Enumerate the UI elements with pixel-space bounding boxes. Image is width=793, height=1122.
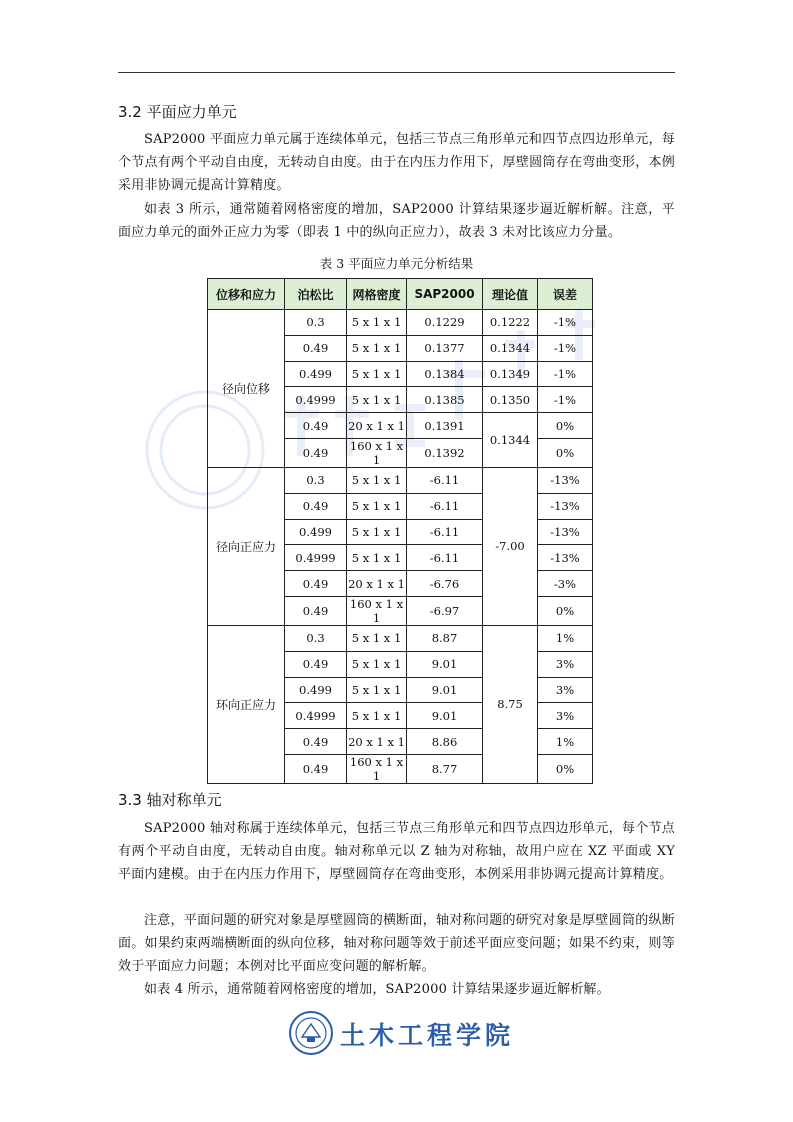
cell-sap: 0.1384 <box>407 361 483 387</box>
footer-logo <box>288 1008 515 1056</box>
cell-nu: 0.49 <box>285 413 347 439</box>
cell-err: -1% <box>538 387 593 413</box>
cell-sap: 9.01 <box>407 677 483 703</box>
cell-nu: 0.4999 <box>285 545 347 571</box>
cell-mesh: 5 x 1 x 1 <box>347 677 407 703</box>
group-label: 环向正应力 <box>208 625 285 783</box>
cell-nu: 0.49 <box>285 335 347 361</box>
cell-nu: 0.499 <box>285 519 347 545</box>
cell-nu: 0.4999 <box>285 703 347 729</box>
cell-sap: 0.1392 <box>407 438 483 467</box>
cell-mesh: 160 x 1 x 1 <box>347 438 407 467</box>
cell-sap: -6.11 <box>407 545 483 571</box>
cell-sap: 8.86 <box>407 729 483 755</box>
cell-nu: 0.49 <box>285 493 347 519</box>
cell-theory: 0.1222 <box>483 310 538 336</box>
paragraph: 如表 4 所示，通常随着网格密度的增加，SAP2000 计算结果逐步逼近解析解。 <box>144 982 610 997</box>
group-label: 径向位移 <box>208 310 285 468</box>
cell-theory-merged: 0.1344 <box>483 413 538 468</box>
cell-mesh: 5 x 1 x 1 <box>347 519 407 545</box>
cell-sap: -6.11 <box>407 467 483 493</box>
cell-mesh: 20 x 1 x 1 <box>347 729 407 755</box>
school-name: 土木工程学院 <box>340 1021 515 1050</box>
column-header: 位移和应力 <box>208 279 285 310</box>
cell-err: 0% <box>538 754 593 783</box>
table-row <box>208 467 593 493</box>
cell-sap: 0.1229 <box>407 310 483 336</box>
cell-mesh: 5 x 1 x 1 <box>347 387 407 413</box>
cell-sap: 0.1385 <box>407 387 483 413</box>
cell-theory: 0.1349 <box>483 361 538 387</box>
cell-sap: 8.77 <box>407 754 483 783</box>
cell-err: -1% <box>538 310 593 336</box>
cell-err: 0% <box>538 413 593 439</box>
cell-mesh: 20 x 1 x 1 <box>347 413 407 439</box>
cell-mesh: 5 x 1 x 1 <box>347 651 407 677</box>
cell-sap: -6.11 <box>407 493 483 519</box>
cell-mesh: 5 x 1 x 1 <box>347 467 407 493</box>
paragraph: SAP2000 轴对称属于连续体单元，包括三节点三角形单元和四节点四边形单元，每个节点有两个平动自由度，无转动自由度。轴对称单元以 Z 轴为对称轴，故用户应在 XZ 平面或 XY 平面内建模。由于在内压力作用下，厚壁圆筒存在弯曲变形，本例采用非协调元提高计算精度。 <box>118 821 675 882</box>
cell-err: 3% <box>538 651 593 677</box>
cell-err: -1% <box>538 335 593 361</box>
cell-sap: -6.97 <box>407 596 483 625</box>
cell-err: 1% <box>538 729 593 755</box>
cell-sap: 8.87 <box>407 625 483 651</box>
cell-mesh: 20 x 1 x 1 <box>347 571 407 597</box>
results-table <box>207 278 593 784</box>
cell-mesh: 5 x 1 x 1 <box>347 625 407 651</box>
table-caption: 表 3 平面应力单元分析结果 <box>319 256 474 271</box>
cell-err: -13% <box>538 493 593 519</box>
cell-theory-merged: -7.00 <box>483 467 538 625</box>
cell-theory: 0.1350 <box>483 387 538 413</box>
paragraph: 如表 3 所示，通常随着网格密度的增加，SAP2000 计算结果逐步逼近解析解。注意，平面应力单元的面外正应力为零（即表 1 中的纵向正应力），故表 3 未对比该应力分量。 <box>118 202 675 240</box>
cell-nu: 0.49 <box>285 438 347 467</box>
cell-nu: 0.49 <box>285 754 347 783</box>
cell-nu: 0.3 <box>285 310 347 336</box>
cell-mesh: 160 x 1 x 1 <box>347 596 407 625</box>
cell-err: -13% <box>538 467 593 493</box>
cell-err: 3% <box>538 677 593 703</box>
cell-err: 1% <box>538 625 593 651</box>
cell-mesh: 5 x 1 x 1 <box>347 545 407 571</box>
cell-sap: 0.1377 <box>407 335 483 361</box>
cell-nu: 0.49 <box>285 729 347 755</box>
column-header: 理论值 <box>483 279 538 310</box>
cell-nu: 0.49 <box>285 571 347 597</box>
cell-sap: 0.1391 <box>407 413 483 439</box>
paragraph: 注意，平面问题的研究对象是厚壁圆筒的横断面，轴对称问题的研究对象是厚壁圆筒的纵断面。如果约束两端横断面的纵向位移，轴对称问题等效于前述平面应变问题；如果不约束，则等效于平面应力问题；本例对比平面应变问题的解析解。 <box>118 913 675 974</box>
cell-theory: 0.1344 <box>483 335 538 361</box>
university-seal-icon <box>288 1010 334 1056</box>
header-rule <box>118 72 675 73</box>
cell-mesh: 5 x 1 x 1 <box>347 335 407 361</box>
cell-nu: 0.3 <box>285 467 347 493</box>
paragraph: SAP2000 平面应力单元属于连续体单元，包括三节点三角形单元和四节点四边形单元，每个节点有两个平动自由度，无转动自由度。由于在内压力作用下，厚壁圆筒存在弯曲变形，本例采用非协调元提高计算精度。 <box>118 132 675 193</box>
cell-nu: 0.49 <box>285 651 347 677</box>
cell-err: -13% <box>538 545 593 571</box>
cell-err: -13% <box>538 519 593 545</box>
column-header: 泊松比 <box>285 279 347 310</box>
cell-err: 0% <box>538 596 593 625</box>
column-header: 网格密度 <box>347 279 407 310</box>
cell-mesh: 5 x 1 x 1 <box>347 361 407 387</box>
cell-mesh: 5 x 1 x 1 <box>347 703 407 729</box>
section-heading-3-2: 3.2 平面应力单元 <box>118 103 237 121</box>
cell-theory-merged: 8.75 <box>483 625 538 783</box>
cell-err: 0% <box>538 438 593 467</box>
cell-mesh: 5 x 1 x 1 <box>347 493 407 519</box>
cell-err: -3% <box>538 571 593 597</box>
cell-nu: 0.3 <box>285 625 347 651</box>
column-header: 误差 <box>538 279 593 310</box>
cell-sap: -6.76 <box>407 571 483 597</box>
table-row <box>208 625 593 651</box>
column-header: SAP2000 <box>407 279 483 310</box>
table-row <box>208 310 593 336</box>
cell-err: 3% <box>538 703 593 729</box>
section-heading-3-3: 3.3 轴对称单元 <box>118 791 222 809</box>
cell-mesh: 160 x 1 x 1 <box>347 754 407 783</box>
cell-sap: -6.11 <box>407 519 483 545</box>
cell-nu: 0.499 <box>285 677 347 703</box>
cell-err: -1% <box>538 361 593 387</box>
group-label: 径向正应力 <box>208 467 285 625</box>
cell-sap: 9.01 <box>407 651 483 677</box>
cell-nu: 0.4999 <box>285 387 347 413</box>
cell-nu: 0.49 <box>285 596 347 625</box>
table-header-row <box>208 279 593 310</box>
cell-sap: 9.01 <box>407 703 483 729</box>
cell-nu: 0.499 <box>285 361 347 387</box>
cell-mesh: 5 x 1 x 1 <box>347 310 407 336</box>
